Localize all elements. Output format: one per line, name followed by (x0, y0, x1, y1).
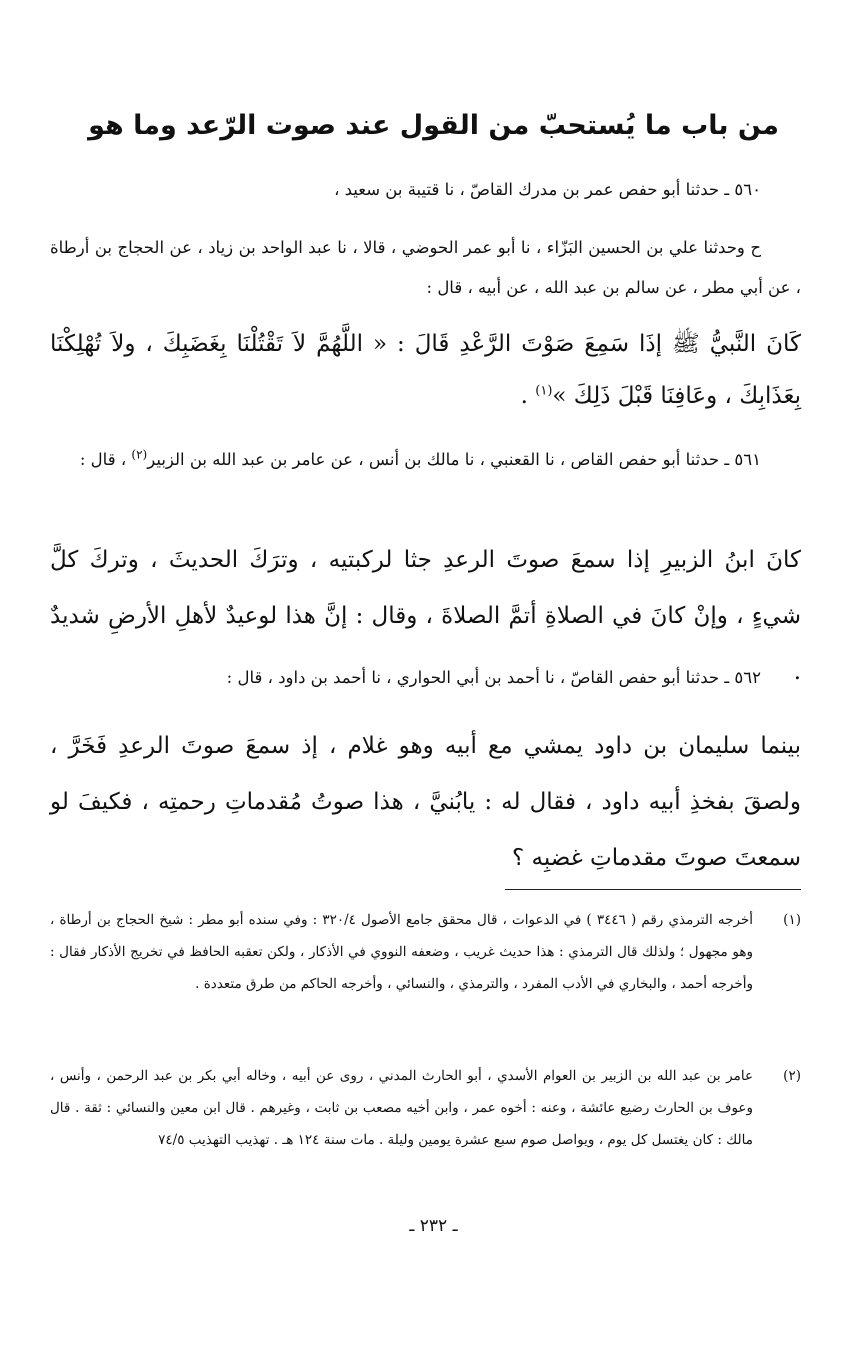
hadith-560-matn (50, 318, 801, 422)
chapter-heading: من باب ما يُستحبّ من القول عند صوت الرّعد وما هو (88, 110, 779, 141)
footnote-2-text: عامر بن عبد الله بن الزبير بن العوام الأسدي ، أبو الحارث المدني ، روى عن أبيه ، وخاله أبي بكر بن عبد الرحمن ، وأنس ، وعوف بن الحارث رضيع عائشة ، وعنه : أخوه عمر ، وابن أخيه مصعب بن ثابت ، وغيرهم . قال ابن معين والنسائي : ثقة . قال مالك : كان يغتسل كل يوم ، ويواصل صوم سبع عشرة يومين وليلة . مات سنة ١٢٤ هـ . تهذيب التهذيب ٧٤/٥ (50, 1068, 753, 1148)
footnote-2-number: (٢) (783, 1068, 801, 1084)
hadith-562-isnad: ٥٦٢ ـ حدثنا أبو حفص القاصّ ، نا أحمد بن أبي الحواري ، نا أحمد بن داود ، قال : (226, 668, 761, 687)
footnote-1-number: (١) (783, 912, 801, 928)
hadith-560-matn-end: . (520, 383, 536, 409)
footnote-separator (505, 889, 801, 890)
page-number: ـ ٢٣٢ ـ (409, 1216, 458, 1236)
hadith-561-isnad-end: ، قال : (79, 450, 132, 469)
hadith-561-isnad-text: ٥٦١ ـ حدثنا أبو حفص القاص ، نا القعنبي ، نا مالك بن أنس ، عن عامر بن عبد الله بن الزبير (147, 450, 761, 469)
footnote-ref-1: (١) (535, 383, 553, 399)
hadith-560-matn-text: كَانَ النَّبيُّ ﷺ إذَا سَمِعَ صَوْتَ الرَّعْدِ قَالَ : « اللَّهُمَّ لاَ تَقْتُلْنَا بِغَضَبِكَ ، ولاَ تُهْلِكْنَا بِعَذَابِكَ ، وعَافِنَا قَبْلَ ذَلِكَ » (50, 331, 801, 409)
hadith-561-isnad (50, 440, 801, 480)
footnote-1 (50, 904, 801, 1000)
footnote-2 (50, 1060, 801, 1156)
hadith-562-matn: بينما سليمان بن داود يمشي مع أبيه وهو غلام ، إذ سمعَ صوتَ الرعدِ فَخَرَّ ، ولصقَ بفخذِ أبيه داود ، فقال له : يابُنيَّ ، هذا صوتُ مُقدماتِ رحمتِه ، فكيفَ لو سمعتَ صوتَ مقدماتِ غضبِه ؟ (50, 733, 801, 871)
footnote-1-text: أخرجه الترمذي رقم ( ٣٤٤٦ ) في الدعوات ، قال محقق جامع الأصول ٣٢٠/٤ : وفي سنده أبو مطر : شيخ الحجاج بن أرطاة ، وهو مجهول ؛ ولذلك قال الترمذي : هذا حديث غريب ، وضعفه النووي في الأذكار ، ولكن تعقبه الحافظ في تخريج الأذكار فقال : وأخرجه أحمد ، والبخاري في الأدب المفرد ، والترمذي ، والنسائي ، وأخرجه الحاكم من طرق متعددة . (50, 912, 753, 992)
hadith-560-isnad-1: ٥٦٠ ـ حدثنا أبو حفص عمر بن مدرك القاصّ ، نا قتيبة بن سعيد ، (334, 180, 761, 199)
hadith-561-matn: كانَ ابنُ الزبيرِ إذا سمعَ صوتَ الرعدِ جثا لركبتيه ، وترَكَ الحديثَ ، وتركَ كلَّ شيءٍ ، وإنْ كانَ في الصلاةِ أتمَّ الصلاةَ ، وقال : إنَّ هذا لوعيدٌ لأهلِ الأرضِ شديدٌ . (50, 547, 801, 685)
footnote-ref-2: (٢) (131, 447, 148, 462)
hadith-560-isnad-2: ح وحدثنا علي بن الحسين البَزّاء ، نا أبو عمر الحوضي ، قالا ، نا عبد الواحد بن زياد ، عن الحجاج بن أرطاة ، عن أبي مطر ، عن سالم بن عبد الله ، عن أبيه ، قال : (50, 238, 801, 297)
